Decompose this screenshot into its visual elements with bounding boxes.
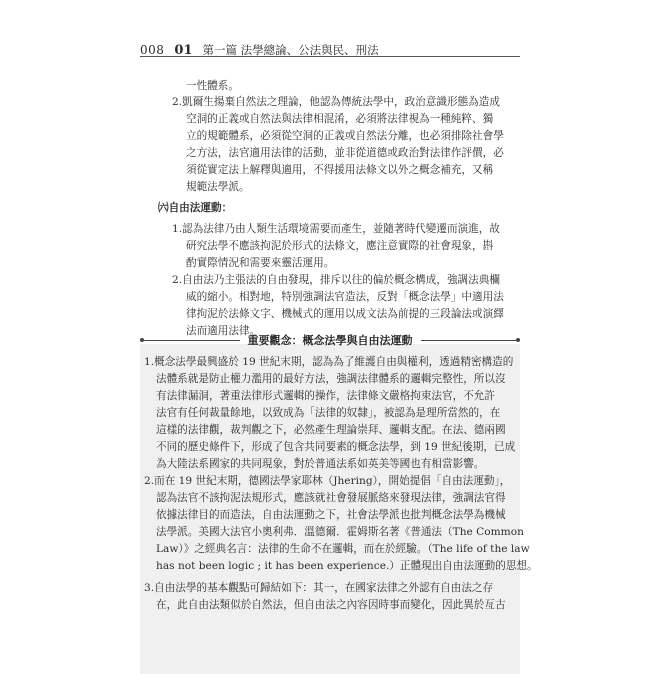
concept-box-line: 為大陸法系國家的共同現象，對於普通法系如英美等國也有相當影響。 <box>156 458 485 470</box>
section-b-line: 律拘泥於法條文字、機械式的運用以成文法為前提的三段論法或演繹 <box>186 308 504 320</box>
concept-box-title: 重要觀念：概念法學與自由法運動 <box>247 334 413 347</box>
concept-box-line: 這樣的法律觀，裁判觀之下，必然產生理論崇拜、邏輯支配。在法、德兩國 <box>156 424 506 436</box>
concept-box-line: 法官有任何裁量餘地，以致成為「法律的奴隸」，被認為是理所當然的，在 <box>156 407 501 419</box>
section-a-line: 須從實定法上解釋與適用，不得援用法條文以外之概念補充，又稱 <box>186 164 494 176</box>
section-b-line: 1.認為法律乃由人類生活環境需要而產生，並隨著時代變遷而演進，故 <box>172 223 500 235</box>
concept-box-line: 認為法官不該拘泥法規形式，應該就社會發展脈絡來發現法律，強調法官得 <box>156 492 506 504</box>
concept-box-line: has not been logic ; it has been experience.）正體現出自由法運動的思想。 <box>156 560 538 572</box>
concept-box-line: 法學派。美國大法官小奧利弗．溫德爾．霍姆斯名著《普通法（The Common <box>156 526 524 538</box>
concept-box-line: 不同的歷史條件下，形成了包含共同要素的概念法學，到 19 世紀後期，已成 <box>156 441 516 453</box>
section-b-line: 2.自由法乃主張法的自由發現，排斥以往的偏於概念構成，強調法典欄 <box>172 274 500 286</box>
chapter-number: 01 <box>174 43 193 58</box>
section-b-line: 法而適用法律。 <box>186 325 261 337</box>
concept-box-line: 在，此自由法類似於自然法，但自由法之內容因時事而變化，因此異於亙古 <box>156 599 506 611</box>
section-b-line: 研究法學不應該拘泥於形式的法條文，應注意實際的社會現象，斟 <box>186 240 494 252</box>
section-marker: ㈥ <box>158 202 169 214</box>
concept-box-line: 2.而在 19 世紀末期，德國法學家耶林（Jhering），開始提倡「自由法運動」， <box>144 475 511 487</box>
section-a-line: 2.凱爾生揚棄自然法之理論，他認為傳統法學中，政治意識形態為造成 <box>172 96 500 108</box>
page-number: 008 <box>140 43 165 57</box>
concept-box-line: 有法律漏洞，著重法律形式邏輯的操作，法律條文嚴格拘束法官，不允許 <box>156 390 495 402</box>
section-a-line: 之方法，法官適用法律的活動，並非從道德或政治對法律作評價，必 <box>186 147 504 159</box>
concept-box-line: 依據法律目的而造法，自由法運動之下，社會法學派也批判概念法學為機械 <box>156 509 506 521</box>
concept-box-line: 3.自由法學的基本觀點可歸結如下：其一，在國家法律之外認有自由法之存 <box>144 582 494 594</box>
concept-box-line: 法體系就是防止權力濫用的最好方法，強調法律體系的邏輯完整性，所以沒 <box>156 373 506 385</box>
rule-dot <box>516 338 520 342</box>
section-a-line: 空洞的正義或自然法與法律相混淆，必須將法律視為一種純粹、獨 <box>186 113 494 125</box>
chapter-title: 第一篇 法學總論、公法與民、刑法 <box>202 43 379 57</box>
section-b-line: 威的縮小。相對地，特別強調法官造法，反對「概念法學」中適用法 <box>186 291 504 303</box>
section-a-line: 立的規範體系，必須從空洞的正義或自然法分離，也必須排除社會學 <box>186 130 504 142</box>
section-b-line: 酌實際情況和需要來靈活運用。 <box>186 257 335 269</box>
rule-line <box>144 340 240 341</box>
header-rule <box>140 56 520 57</box>
section-a-line: 規範法學派。 <box>186 181 250 193</box>
section-title: 自由法運動： <box>168 202 233 214</box>
rule-line <box>421 340 517 341</box>
section-a-line: 一性體系。 <box>186 80 239 92</box>
concept-box-title-bar <box>140 330 520 350</box>
concept-box-line: 1.概念法學最興盛於 19 世紀末期，認為為了維護自由與權利，透過精密構造的 <box>144 356 514 368</box>
section-heading <box>158 200 232 217</box>
concept-box-line: Law）》之經典名言：法律的生命不在邏輯，而在於經驗。（The life of the law <box>156 543 530 555</box>
